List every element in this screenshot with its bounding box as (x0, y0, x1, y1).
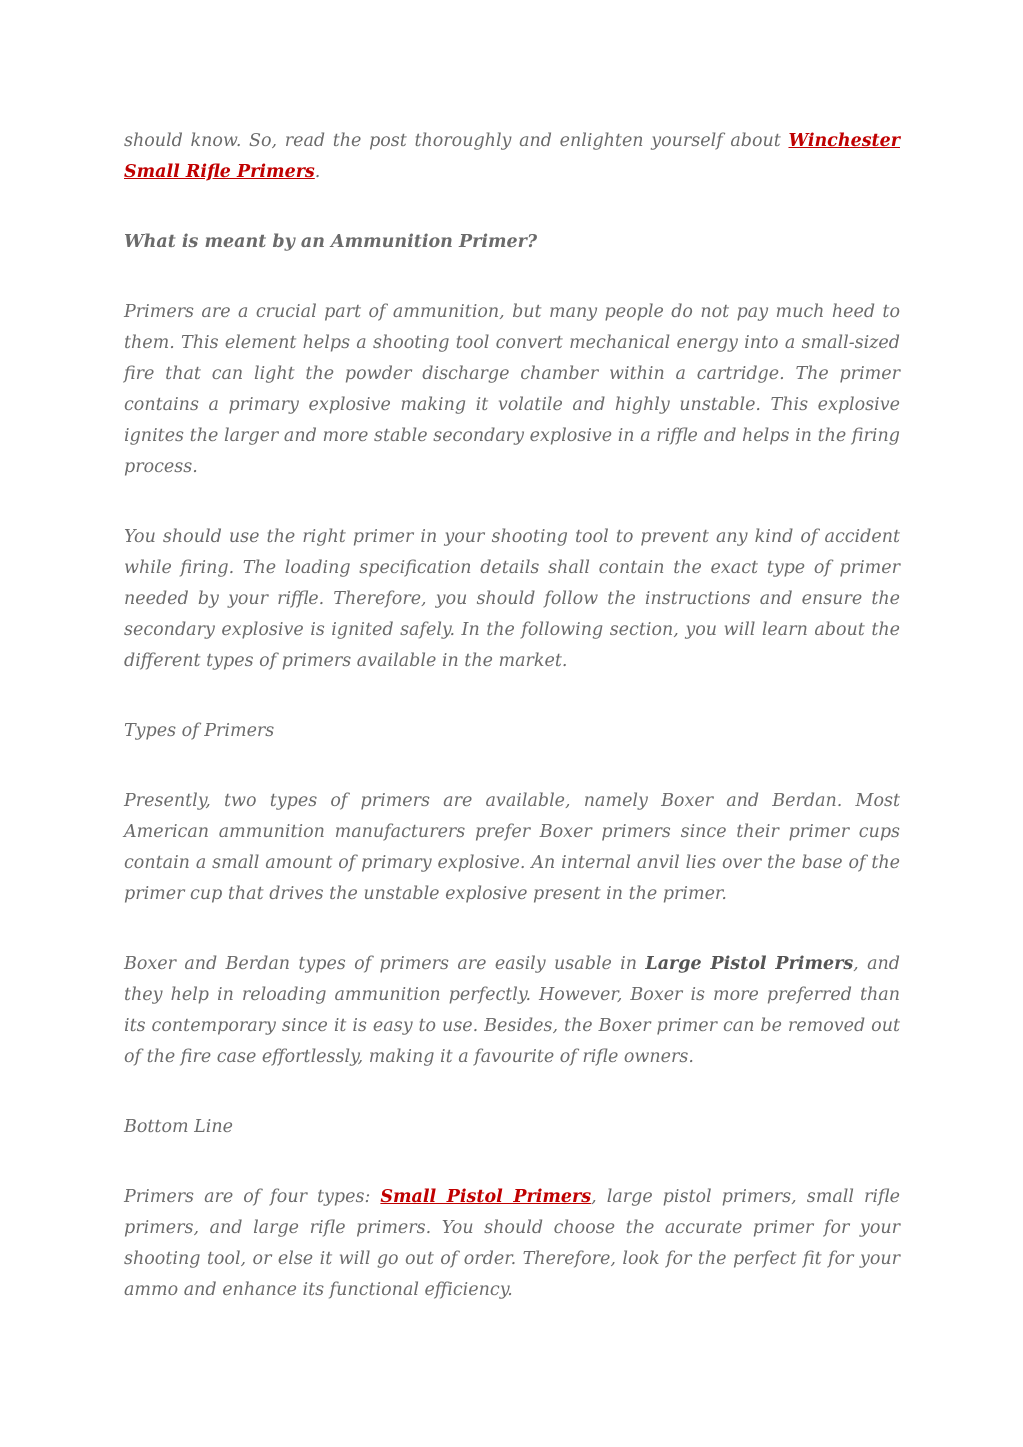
intro-text-end: . (314, 162, 321, 182)
paragraph-types: Presently, two types of primers are available, namely Boxer and Berdan. Most American ammunition manufacturers prefer Boxer primers since their primer cups contain a small amount of primary explosive. An internal anvil lies over the base of the primer cup that drives the unstable explosive present in the primer. (124, 791, 900, 904)
intro-paragraph (124, 126, 900, 188)
boxer-text-end: , and they help in reloading ammunition perfectly. However, Boxer is more preferred than its contemporary since it is easy to use. Besides, the Boxer primer can be removed out of the fire case effortlessly, making it a favourite of rifle owners. (124, 954, 900, 1067)
paragraph-bottom-line (124, 1182, 900, 1306)
heading-ammunition-primer: What is meant by an Ammunition Primer? (124, 232, 538, 252)
paragraph-primers: Primers are a crucial part of ammunition, but many people do not pay much heed to them. This element helps a shooting tool convert mechanical energy into a small-sized fire that can light the powder discharge chamber within a cartridge. The primer contains a primary explosive making it volatile and highly unstable. This explosive ignites the larger and more stable secondary explosive in a riffle and helps in the firing process. (124, 302, 900, 477)
intro-text: should know. So, read the post thoroughly and enlighten yourself about (124, 131, 789, 151)
winchester-small-rifle-primers-link[interactable]: Winchester Small Rifle Primers (124, 131, 900, 182)
heading-types-of-primers: Types of Primers (124, 721, 275, 741)
paragraph-right-primer: You should use the right primer in your shooting tool to prevent any kind of accident while firing. The loading specification details shall contain the exact type of primer needed by your riffle. Therefore, you should follow the instructions and ensure the secondary explosive is ignited safely. In the following section, you will learn about the different types of primers available in the market. (124, 527, 900, 671)
small-pistol-primers-link[interactable]: Small Pistol Primers (380, 1187, 592, 1207)
large-pistol-primers-text: Large Pistol Primers (645, 954, 854, 974)
bottom-text-end: , large pistol primers, small rifle primers, and large rifle primers. You should choose the accurate primer for your shooting tool, or else it will go out of order. Therefore, look for the perfect fit for your ammo and enhance its functional efficiency. (124, 1187, 900, 1300)
document-body (124, 126, 900, 1345)
bottom-text: Primers are of four types: (124, 1187, 381, 1207)
heading-bottom-line: Bottom Line (124, 1117, 233, 1137)
paragraph-boxer-berdan (124, 949, 900, 1073)
boxer-text: Boxer and Berdan types of primers are easily usable in (124, 954, 646, 974)
